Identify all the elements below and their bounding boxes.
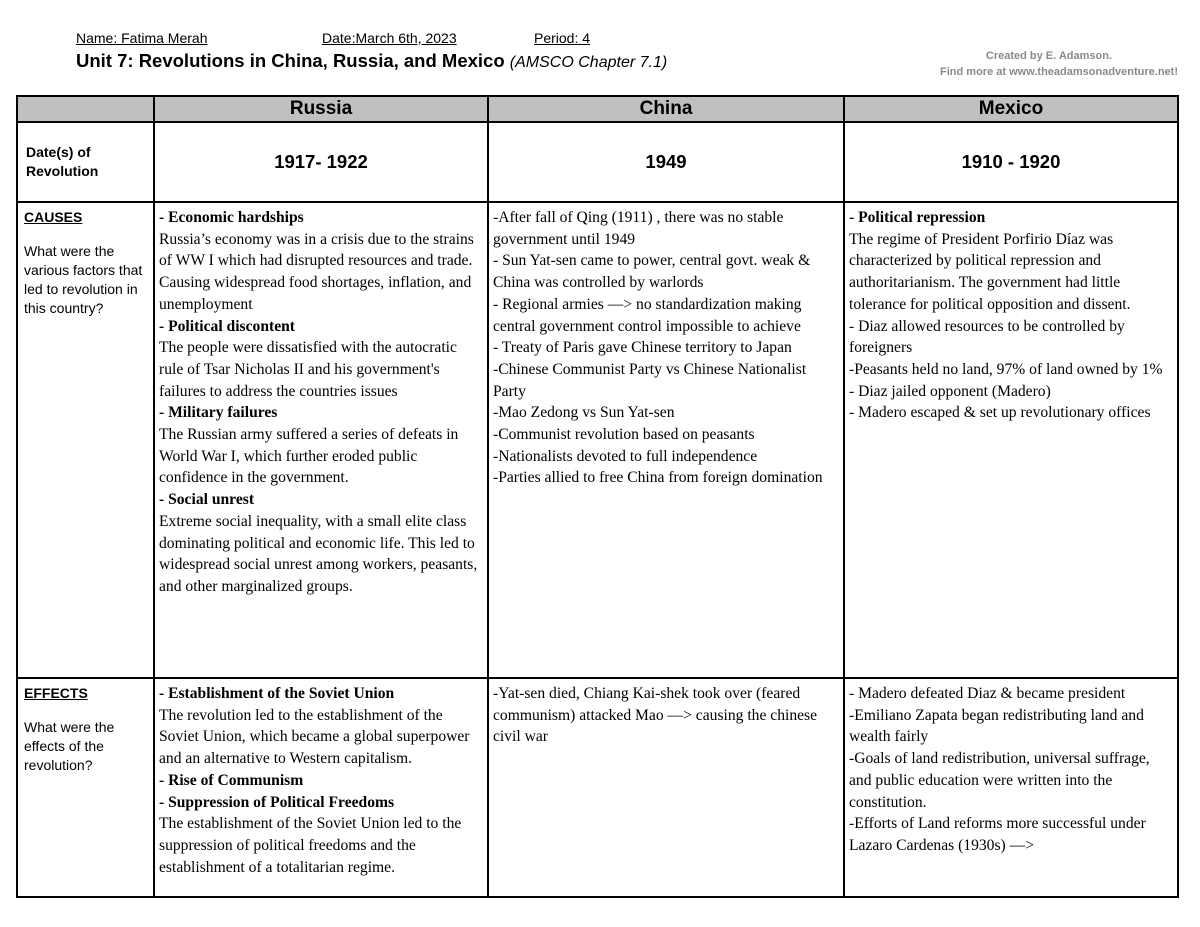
- russia-cause-text: Extreme social inequality, with a small elite class dominating political and economic life. This led to widespread social unrest among workers, peasants, and other marginalized groups.: [159, 512, 478, 595]
- china-cause-item: -After fall of Qing (1911) , there was no stable government until 1949: [493, 209, 784, 248]
- china-causes-cell[interactable]: [488, 202, 844, 678]
- causes-row: [17, 202, 1178, 678]
- effects-row: [17, 678, 1178, 897]
- column-header-mexico: Mexico: [844, 96, 1178, 122]
- russia-cause-heading: - Economic hardships: [159, 209, 304, 226]
- causes-title: CAUSES: [24, 209, 83, 225]
- russia-effect-text: The establishment of the Soviet Union led to the suppression of political freedoms and the establishment of a totalitarian regime.: [159, 815, 462, 876]
- mexico-causes-cell[interactable]: [844, 202, 1178, 678]
- china-cause-item: -Chinese Communist Party vs Chinese Nationalist Party: [493, 360, 807, 400]
- header-info: [76, 30, 590, 46]
- china-cause-item: -Mao Zedong vs Sun Yat-sen: [493, 404, 675, 422]
- russia-cause-heading: - Social unrest: [159, 491, 255, 509]
- mexico-effect-item: -Efforts of Land reforms more successful under Lazaro Cardenas (1930s) —>: [849, 815, 1146, 854]
- russia-cause-text: The people were dissatisfied with the autocratic rule of Tsar Nicholas II and his government's failures to address the countries issues: [159, 339, 457, 400]
- mexico-effects-cell[interactable]: [844, 678, 1178, 897]
- mexico-cause-heading: - Political repression: [849, 209, 986, 226]
- china-effects-cell[interactable]: [488, 678, 844, 897]
- header-row: [17, 96, 1178, 122]
- mexico-effect-item: -Emiliano Zapata began redistributing land and wealth fairly: [849, 706, 1144, 746]
- effects-title: EFFECTS: [24, 685, 88, 701]
- credit-website: Find more at www.theadamsonadventure.net!: [940, 66, 1178, 78]
- russia-effects-cell[interactable]: [154, 678, 488, 897]
- russia-effect-heading: - Establishment of the Soviet Union: [159, 685, 395, 702]
- column-header-russia: Russia: [154, 96, 488, 122]
- russia-cause-heading: - Political discontent: [159, 317, 295, 335]
- mexico-cause-item: - Diaz allowed resources to be controlled by foreigners: [849, 317, 1125, 357]
- russia-effect-heading: - Suppression of Political Freedoms: [159, 793, 395, 811]
- mexico-cause-item: - Diaz jailed opponent (Madero): [849, 382, 1051, 400]
- effects-question: What were the effects of the revolution?: [24, 719, 115, 773]
- date-row: [17, 122, 1178, 202]
- china-cause-item: - Regional armies —> no standardization making central government control impossible to achieve: [493, 295, 802, 335]
- causes-label-cell: [17, 202, 154, 678]
- china-cause-item: -Nationalists devoted to full independence: [493, 447, 758, 465]
- mexico-cause-item: The regime of President Porfirio Díaz was characterized by political repression and authoritarianism. The government had little tolerance for political opposition and dissent.: [849, 230, 1131, 313]
- china-cause-item: - Treaty of Paris gave Chinese territory to Japan: [493, 339, 792, 357]
- revolutions-table: [16, 95, 1179, 898]
- date-field: Date:March 6th, 2023: [322, 30, 457, 46]
- date-mexico: 1910 - 1920: [844, 122, 1178, 202]
- causes-question: What were the various factors that led to revolution in this country?: [24, 243, 143, 316]
- date-russia: 1917- 1922: [154, 122, 488, 202]
- china-cause-item: - Sun Yat-sen came to power, central govt. weak & China was controlled by warlords: [493, 252, 811, 292]
- date-row-label: Date(s) of Revolution: [17, 122, 154, 202]
- russia-cause-text: Russia’s economy was in a crisis due to the strains of WW I which had disrupted resources and trade. Causing widespread food shortages, inflation, and unemployment: [159, 230, 474, 313]
- credit-author: Created by E. Adamson.: [985, 50, 1112, 62]
- effects-label-cell: [17, 678, 154, 897]
- russia-cause-heading: - Military failures: [159, 404, 278, 422]
- china-cause-item: -Communist revolution based on peasants: [493, 426, 755, 444]
- china-effect-item: -Yat-sen died, Chiang Kai-shek took over (feared communism) attacked Mao —> causing the chinese civil war: [493, 685, 818, 746]
- student-name: Name: Fatima Merah: [76, 30, 208, 46]
- russia-cause-text: The Russian army suffered a series of defeats in World War I, which further eroded public confidence in the government.: [159, 426, 459, 487]
- russia-effect-heading: - Rise of Communism: [159, 771, 304, 789]
- period-field: Period: 4: [534, 30, 591, 46]
- title-subtitle: (AMSCO Chapter 7.1): [509, 54, 668, 71]
- worksheet-title: [76, 50, 667, 72]
- russia-effect-text: The revolution led to the establishment of the Soviet Union, which became a global superpower and an alternative to Western capitalism.: [159, 706, 470, 768]
- column-header-china: China: [488, 96, 844, 122]
- russia-causes-cell[interactable]: [154, 202, 488, 678]
- mexico-cause-item: - Madero escaped & set up revolutionary offices: [849, 404, 1151, 422]
- mexico-effect-item: -Goals of land redistribution, universal suffrage, and public education were written into the constitution.: [849, 750, 1150, 811]
- china-cause-item: -Parties allied to free China from foreign domination: [493, 469, 823, 487]
- mexico-cause-item: -Peasants held no land, 97% of land owned by 1%: [849, 360, 1163, 378]
- corner-cell: [17, 96, 154, 122]
- credit-block: [940, 48, 1178, 80]
- date-china: 1949: [488, 122, 844, 202]
- title-main: Unit 7: Revolutions in China, Russia, and Mexico: [76, 50, 505, 71]
- mexico-effect-item: - Madero defeated Diaz & became president: [849, 685, 1126, 702]
